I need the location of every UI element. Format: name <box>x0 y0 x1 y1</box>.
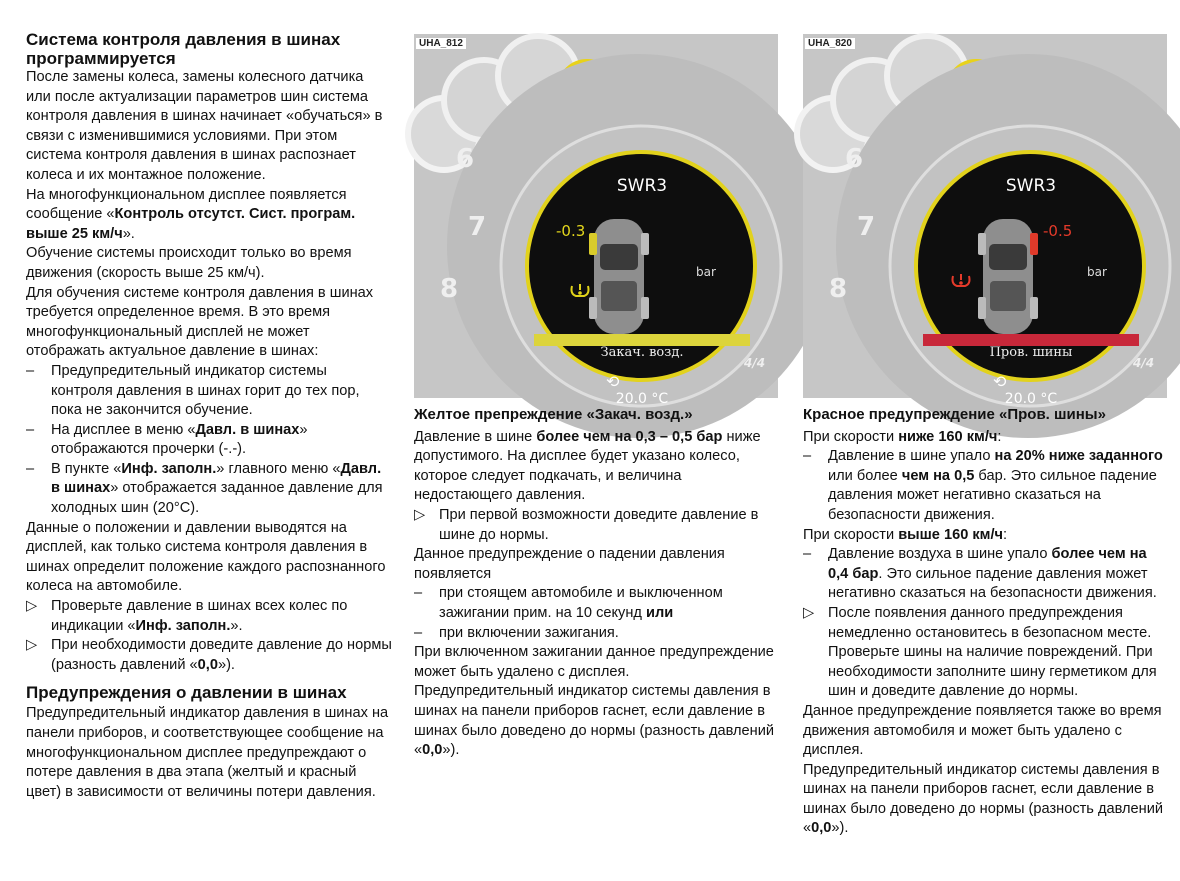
paragraph: При скорости ниже 160 км/ч: <box>803 428 1002 445</box>
column-red-warning <box>803 405 1169 839</box>
heading-warnings: Предупреждения о давлении в шинах <box>26 683 347 703</box>
paragraph: Предупредительный индикатор системы давления в шинах на панели приборов гаснет, если давление в шинах было доведено до нормы (разность давлений «0,0»). <box>414 683 774 759</box>
pressure-deviation: -0.3 <box>556 222 586 240</box>
pressure-deviation: -0.5 <box>1043 222 1073 240</box>
paragraph: Предупредительный индикатор системы давления в шинах на панели приборов гаснет, если давление в шинах было доведено до нормы (разность давлений «0,0»). <box>803 761 1163 837</box>
list-item: – при включении зажигания. <box>414 624 619 641</box>
list-item: – при стоящем автомобиле и выключенном зажигании прим. на 10 секунд или <box>414 585 723 621</box>
pressure-unit: bar <box>1087 265 1107 279</box>
display-message: Закач. возд. <box>600 345 684 360</box>
list-item: – Давление в шине упало на 20% ниже заданного или более чем на 0,5 бар. Это сильное падение давления может негативно сказаться на безопасности движения. <box>803 448 1163 523</box>
speed-scale: 7 <box>468 212 487 242</box>
action-item: ▷ При необходимости доведите давление до нормы (разность давлений «0,0»). <box>26 637 392 673</box>
paragraph: При скорости выше 160 км/ч: <box>803 526 1008 543</box>
speed-scale: 6 <box>845 144 864 174</box>
paragraph: Данное предупреждение появляется также во время движения автомобиля и может быть удалено с дисплея. <box>803 702 1162 759</box>
figure-red-warning <box>803 34 1167 407</box>
paragraph: На многофункциональном дисплее появляется сообщение «Контроль отсутст. Сист. програм. выше 25 км/ч». <box>26 186 356 242</box>
paragraph: Для обучения системе контроля давления в шинах требуется определенное время. В это время многофункциональный дисплей не может отображать актуальное давление в шинах: <box>26 284 374 360</box>
pressure-unit: bar <box>696 265 716 279</box>
gauge-label: 4/4 <box>744 356 766 370</box>
display-title: SWR3 <box>616 176 668 196</box>
display-title: SWR3 <box>1005 176 1057 196</box>
list-item: – На дисплее в меню «Давл. в шинах» отображаются прочерки (-.-). <box>26 421 308 458</box>
list-item: – В пункте «Инф. заполн.» главного меню «Давл. в шинах» отображается заданное давление для холодных шин (20°C). <box>26 460 383 517</box>
column-programming <box>26 30 392 802</box>
paragraph: Предупредительный индикатор давления в шинах на панели приборов, и соответствующее сообщение на многофункциональном дисплее предупреждают о потере давления в два этапа (желтый и красный цвет) в зависимости от величины потери давления. <box>26 705 389 800</box>
list-item: – Предупредительный индикатор системы контроля давления в шинах горит до тех пор, пока не закончится обучение. <box>26 362 360 419</box>
action-item: ▷ После появления данного предупреждения немедленно остановитесь в безопасном месте. Проверьте шины на наличие повреждений. При необходимости заполните шину герметиком для шин и доведите давление до нормы. <box>803 604 1157 700</box>
speed-scale: 6 <box>456 144 475 174</box>
action-item: ▷ При первой возможности доведите давление в шине до нормы. <box>414 506 759 543</box>
gauge-label: 4/4 <box>1133 356 1155 370</box>
display-message: Пров. шины <box>989 345 1073 360</box>
figure-caption: Красное предупреждение «Пров. шины» <box>803 406 1106 423</box>
figure-caption: Желтое препреждение «Закач. возд.» <box>414 406 693 423</box>
list-item: – Давление воздуха в шине упало более чем на 0,4 бар. Это сильное падение давления может негативно сказаться на безопасности движения. <box>803 546 1157 602</box>
speed-scale: 7 <box>857 212 876 242</box>
action-item: ▷ Проверьте давление в шинах всех колес по индикации «Инф. заполн.». <box>26 598 348 634</box>
svg-text:⟲: ⟲ <box>606 372 620 391</box>
outside-temperature: 20.0 °C <box>1004 391 1058 407</box>
paragraph: Данные о положении и давлении выводятся на дисплей, как только система контроля давления в шинах определит положение каждого распознанного колеса на автомобиле. <box>26 519 386 595</box>
speed-scale: 8 <box>829 274 848 304</box>
figure-tag: UHA_812 <box>416 38 466 49</box>
figure-yellow-warning <box>414 34 778 407</box>
paragraph: Данное предупреждение о падении давления появляется <box>414 546 725 582</box>
svg-text:⟲: ⟲ <box>993 372 1007 391</box>
column-yellow-warning <box>414 405 778 761</box>
outside-temperature: 20.0 °C <box>615 391 669 407</box>
paragraph: Давление в шине более чем на 0,3 – 0,5 бар ниже допустимого. На дисплее будет указано колесо, которое следует подкачать, и величина недостающего давления. <box>414 428 761 504</box>
speed-scale: 8 <box>440 274 459 304</box>
figure-tag: UHA_820 <box>805 38 855 49</box>
heading-programming: Система контроля давления в шинах программируется <box>26 30 341 68</box>
paragraph: При включенном зажигании данное предупреждение может быть удалено с дисплея. <box>414 644 774 680</box>
paragraph: После замены колеса, замены колесного датчика или после актуализации параметров шин система контроля давления в шинах начинает «обучаться» в связи с изменившимися условиями. При этом система контроля давления в шинах распознает колеса и их монтажное положение. <box>26 69 383 183</box>
paragraph: Обучение системы происходит только во время движения (скорость выше 25 км/ч). <box>26 245 352 281</box>
